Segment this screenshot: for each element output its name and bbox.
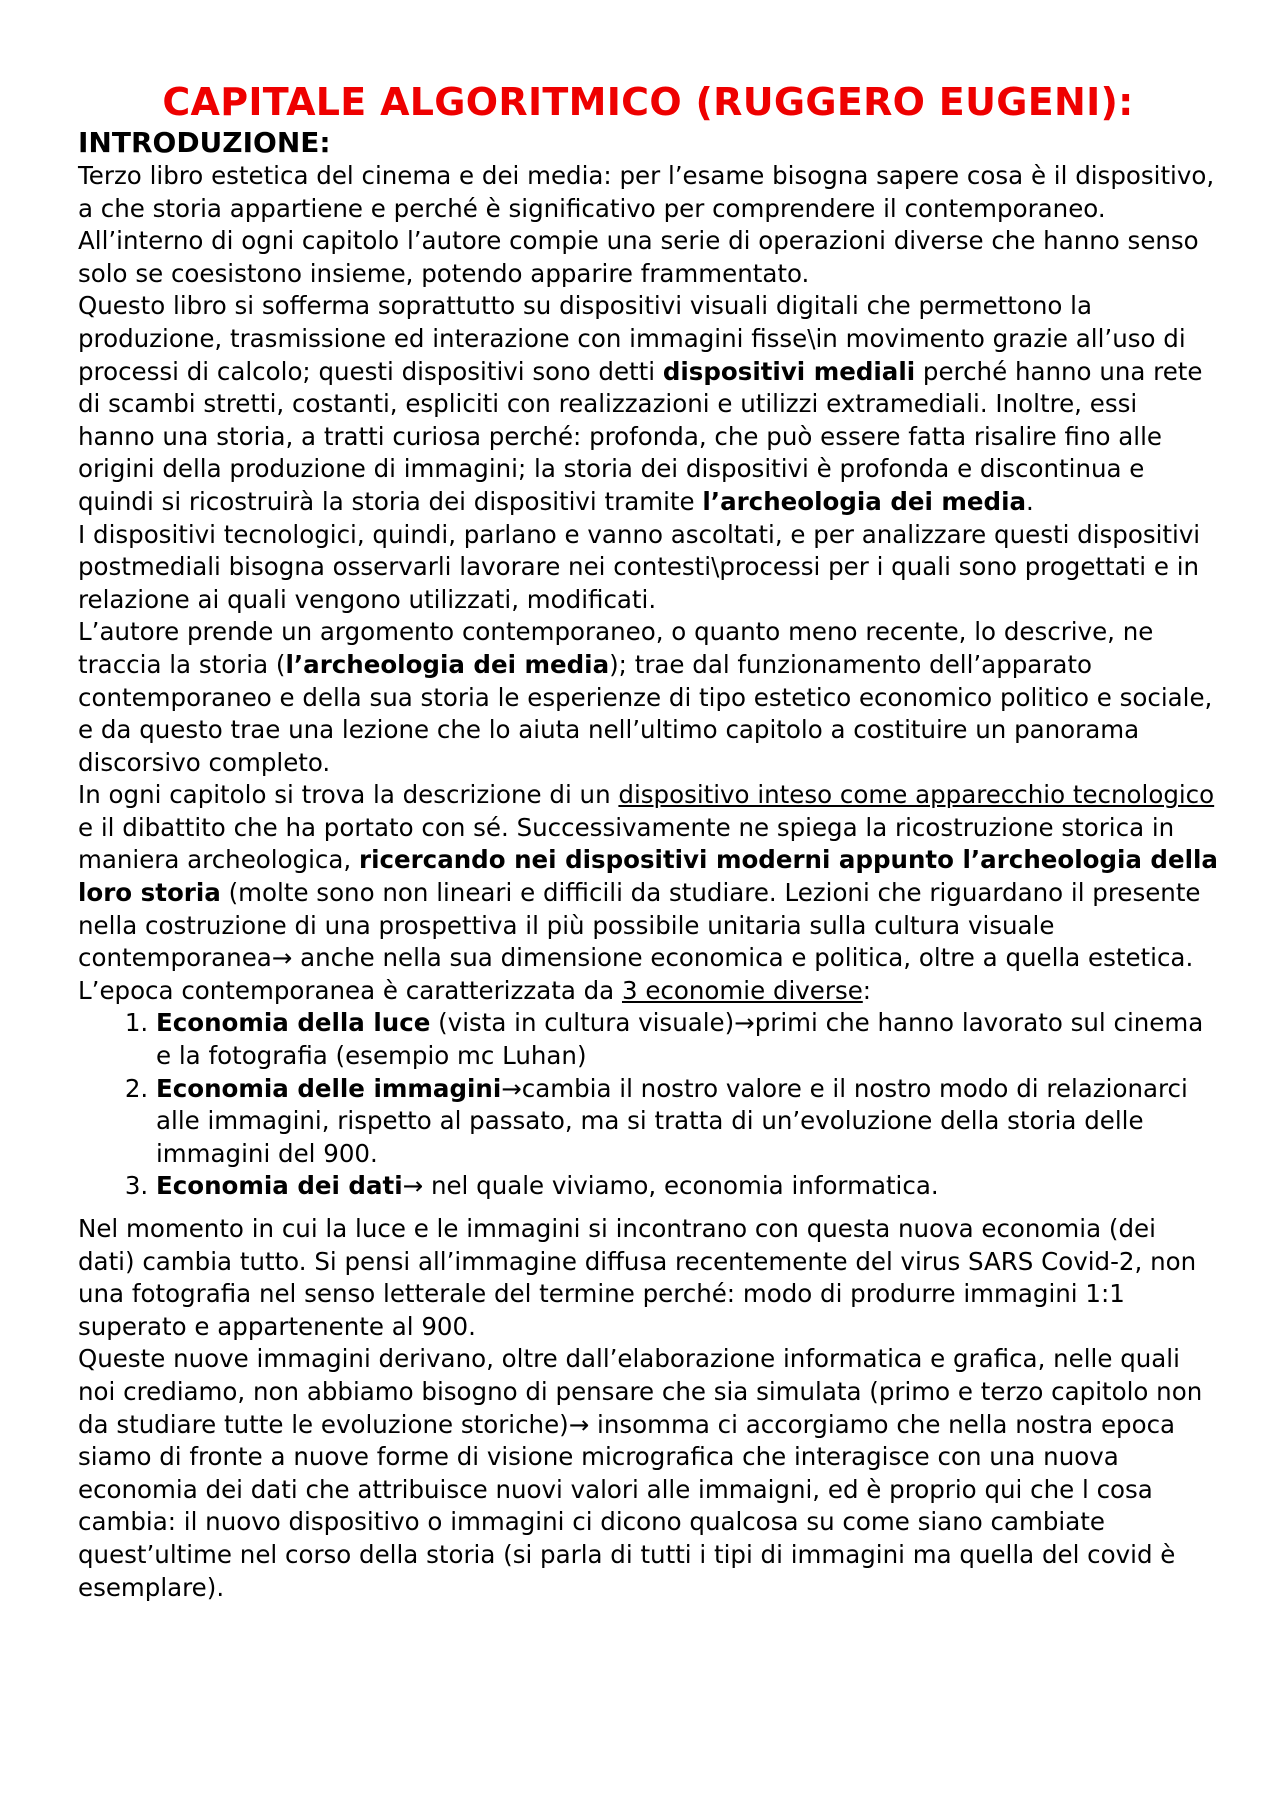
- paragraph-6-text-f: anche nella sua dimensione economica e politica, oltre a quella estetica.: [292, 943, 1194, 973]
- list-item-title: Economia delle immagini: [156, 1073, 502, 1103]
- paragraph-9: [78, 1343, 1218, 1604]
- economies-list: [78, 1007, 1218, 1203]
- paragraph-9-text-b: insomma ci accorgiamo che nella nostra epoca siamo di fronte a nuove forme di visione micrografica che interagisce con una nuova economia dei dati che attribuisce nuovi valori alle immaigni, ed è proprio qui che l cosa cambia: il nuovo dispositivo o immagini ci dicono qualcosa su come siano cambiate quest’ultime nel corso della storia (si parla di tutti i tipi di immagini ma quella del covid è esemplare).: [78, 1409, 1176, 1602]
- paragraph-7-text-c: :: [862, 975, 872, 1005]
- paragraph-3-text-e: .: [1026, 486, 1034, 516]
- list-item: [156, 1007, 1218, 1072]
- paragraph-3: [78, 290, 1218, 518]
- arrow-icon: →: [568, 1409, 590, 1439]
- paragraph-7: [78, 975, 1218, 1008]
- list-item-text: cambia il nostro valore e il nostro modo di relazionarci alle immagini, rispetto al passato, ma si tratta di un’evoluzione della storia delle immagini del 900.: [156, 1073, 1188, 1168]
- bold-term-dispositivi-mediali: dispositivi mediali: [662, 356, 916, 386]
- paragraph-6: [78, 779, 1218, 975]
- arrow-icon: →: [402, 1171, 424, 1201]
- list-item-title: Economia della luce: [156, 1008, 431, 1038]
- arrow-icon: →: [271, 943, 293, 973]
- document-title: CAPITALE ALGORITMICO (RUGGERO EUGENI):: [162, 80, 1134, 124]
- paragraph-6-text-a: In ogni capitolo si trova la descrizione di un: [78, 780, 619, 810]
- arrow-icon: →: [501, 1073, 522, 1103]
- list-item-text: (vista in cultura visuale): [430, 1008, 735, 1038]
- paragraph-9-text-a: Queste nuove immagini derivano, oltre dall’elaborazione informatica e grafica, nelle quali noi crediamo, non abbiamo bisogno di pensare che sia simulata (primo e terzo capitolo non da studiare tutte le evoluzione storiche): [78, 1344, 1203, 1439]
- paragraph-6-text-c: e il dibattito che ha portato con sé. Successivamente ne spiega la ricostruzione storica in maniera archeologica,: [78, 812, 1175, 875]
- list-item-text: nel quale viviamo, economia informatica.: [423, 1171, 939, 1201]
- paragraph-3-text-a: Questo libro si sofferma soprattutto su dispositivi visuali digitali che permettono la produzione, trasmissione ed interazione con immagini fisse\in movimento grazie all’uso di processi di calcolo; questi dispositivi sono detti: [78, 291, 1186, 386]
- paragraph-6-text-e: (molte sono non lineari e difficili da studiare. Lezioni che riguardano il presente nella costruzione di una prospettiva il più possibile unitaria sulla cultura visuale contemporanea: [78, 878, 1201, 973]
- paragraph-1: Terzo libro estetica del cinema e dei media: per l’esame bisogna sapere cosa è il dispositivo, a che storia appartiene e perché è significativo per comprendere il contemporaneo.: [78, 161, 1215, 223]
- paragraph-5: [78, 616, 1218, 779]
- bold-phrase-ricercando: ricercando nei dispositivi moderni appunto l’archeologia della loro storia: [78, 845, 1218, 908]
- bold-term-archeologia-media: l’archeologia dei media: [702, 486, 1027, 516]
- paragraph-7-text-a: L’epoca contemporanea è caratterizzata da: [78, 975, 622, 1005]
- list-item: [156, 1073, 1218, 1171]
- paragraph-8: Nel momento in cui la luce e le immagini si incontrano con questa nuova economia (dei dati) cambia tutto. Si pensi all’immagine diffusa recentemente del virus SARS Covid-2, non una fotografia nel senso letterale del termine perché: modo di produrre immagini 1:1 superato e appartenente al 900.: [78, 1214, 1197, 1341]
- list-item-title: Economia dei dati: [156, 1171, 403, 1201]
- bold-term-archeologia-media-2: l’archeologia dei media: [285, 649, 610, 679]
- list-item: [156, 1170, 1218, 1203]
- paragraph-3-text-c: perché hanno una rete di scambi stretti, costanti, espliciti con realizzazioni e utilizzi extramediali. Inoltre, essi hanno una storia, a tratti curiosa perché: profonda, che può essere fatta risalire fino alle origini della produzione di immagini; la storia dei dispositivi è profonda e discontinua e quindi si ricostruirà la storia dei dispositivi tramite: [78, 356, 1203, 516]
- underlined-term-economie: 3 economie diverse: [621, 975, 863, 1005]
- paragraph-5-text-a: L’autore prende un argomento contemporaneo, o quanto meno recente, lo descrive, ne traccia la storia (: [78, 617, 1154, 679]
- document-page: [78, 78, 1218, 1604]
- paragraph-4: I dispositivi tecnologici, quindi, parlano e vanno ascoltati, e per analizzare questi dispositivi postmediali bisogna osservarli lavorare nei contesti\processi per i quali sono progettati e in relazione ai quali vengono utilizzati, modificati.: [78, 519, 1201, 614]
- underlined-term-dispositivo: dispositivo inteso come apparecchio tecnologico: [618, 780, 1215, 810]
- section-heading: INTRODUZIONE:: [78, 126, 331, 159]
- paragraph-5-text-c: ); trae dal funzionamento dell’apparato contemporaneo e della sua storia le esperienze di tipo estetico economico politico e sociale, e da questo trae una lezione che lo aiuta nell’ultimo capitolo a costituire un panorama discorsivo completo.: [78, 649, 1213, 777]
- arrow-icon: →: [734, 1008, 755, 1038]
- list-item-text: primi che hanno lavorato sul cinema e la fotografia (esempio mc Luhan): [156, 1008, 1204, 1071]
- paragraph-2: All’interno di ogni capitolo l’autore compie una serie di operazioni diverse che hanno senso solo se coesistono insieme, potendo apparire frammentato.: [78, 226, 1199, 288]
